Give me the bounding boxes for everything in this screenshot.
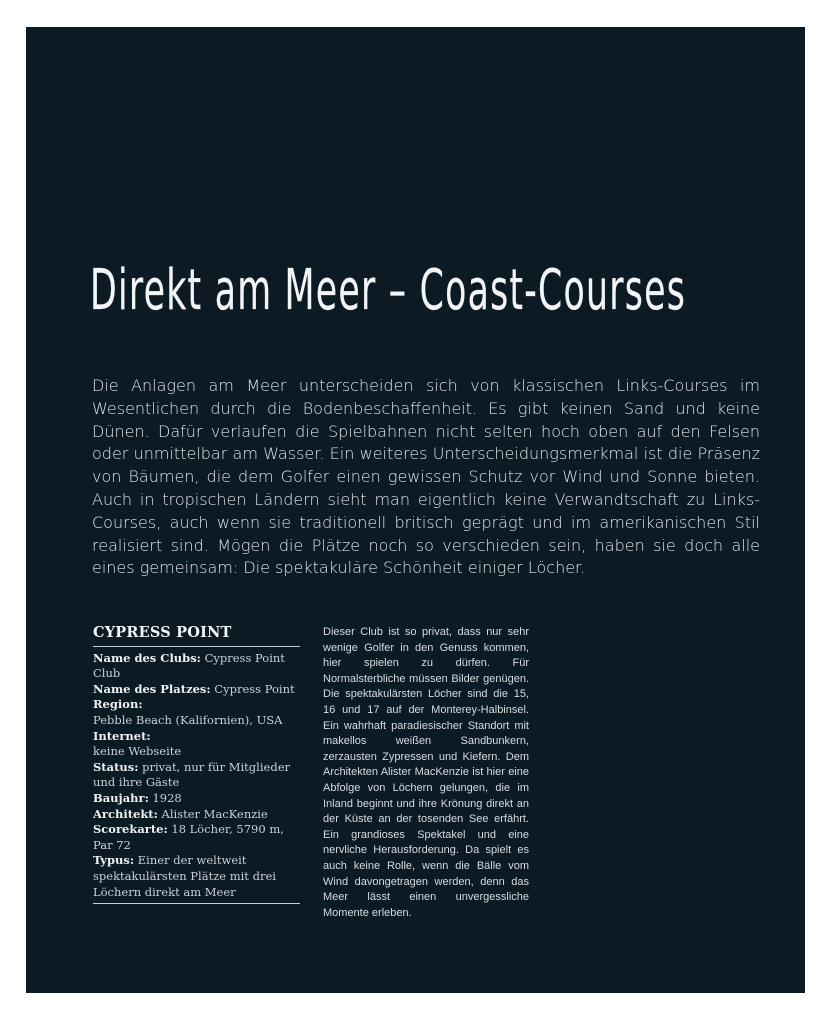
fact-value: 18 Löcher, 5790 m, Par 72 <box>93 822 284 852</box>
course-description: Dieser Club ist so privat, dass nur sehr wenige Golfer in den Genuss kommen, hier spielen zu dürfen. Für Normalsterbliche müssen Bilder genügen. Die spektakulärsten Löcher sind die 15, 16 und 17 auf der Monterey-Halbinsel. Ein wahrhaft paradiesischer Standort mit makellos weißen Sandbunkern, zerzausten Zypressen und Kiefern. Dem Architekten Alister MacKenzie ist hier eine Abfolge von Löchern gelungen, die im Inland beginnt und ihre Krönung direkt an der Küste an der tosenden See erfährt. Ein grandioses Spektakel und eine nervliche Herausforderung. Da spielt es auch keine Rolle, wenn die Bälle vom Wind davongetragen werden, denn das Meer lässt einen unvergessliche Momente erleben. <box>323 626 529 919</box>
fact-label: Name des Clubs: <box>93 650 201 665</box>
article-title: Direkt am Meer – Coast-Courses <box>90 258 687 323</box>
intro-paragraph: Die Anlagen am Meer unterscheiden sich von klassischen Links-Courses im Wesentlichen durch die Bodenbeschaffenheit. Es gibt keinen Sand und keine Dünen. Dafür verlaufen die Spielbahnen nicht selten hoch oben auf den Felsen oder unmittelbar am Wasser. Ein weiteres Unterscheidungsmerkmal ist die Präsenz von Bäumen, die dem Golfer einen gewissen Schutz vor Wind und Sonne bieten. Auch in tropischen Ländern sieht man eigentlich keine Verwandtschaft zu Links-Courses, auch wenn sie traditionell britisch geprägt und im amerikanischen Stil realisiert sind. Mögen die Plätze noch so verschieden sein, haben sie doch alle eines gemeinsam: Die spektakuläre Schönheit einiger Löcher. <box>92 376 760 578</box>
fact-label: Architekt: <box>93 806 158 821</box>
fact-value: Cypress Point <box>214 681 295 696</box>
course-infobox <box>93 625 300 904</box>
fact-value: Cypress Point Club <box>93 650 285 681</box>
fact-value: Alister MacKenzie <box>161 806 268 821</box>
fact-label: Internet: <box>93 728 151 743</box>
fact-year <box>93 791 300 807</box>
fact-label: Region: <box>93 697 143 712</box>
fact-label: Name des Platzes: <box>93 681 211 696</box>
fact-status <box>93 760 300 791</box>
fact-label: Typus: <box>93 853 135 868</box>
fact-type <box>93 853 300 900</box>
fact-label: Status: <box>93 759 139 774</box>
fact-value: 1928 <box>152 790 182 805</box>
infobox-facts <box>93 647 300 904</box>
page-panel <box>26 27 805 993</box>
infobox-bottom-rule <box>93 903 300 904</box>
fact-course-name <box>93 682 300 698</box>
fact-value: Einer der weltweit spektakulärsten Plätze mit drei Löchern direkt am Meer <box>93 853 276 899</box>
fact-region <box>93 697 300 728</box>
infobox-heading: CYPRESS POINT <box>93 624 232 641</box>
fact-internet <box>93 729 300 760</box>
fact-label: Baujahr: <box>93 790 149 805</box>
fact-scorecard <box>93 822 300 853</box>
fact-label: Scorekarte: <box>93 822 168 837</box>
fact-value: privat, nur für Mitglieder und ihre Gäste <box>93 759 290 790</box>
fact-value: keine Webseite <box>93 744 182 759</box>
fact-architect <box>93 807 300 823</box>
fact-club-name <box>93 651 300 682</box>
fact-value: Pebble Beach (Kalifornien), USA <box>93 712 283 727</box>
